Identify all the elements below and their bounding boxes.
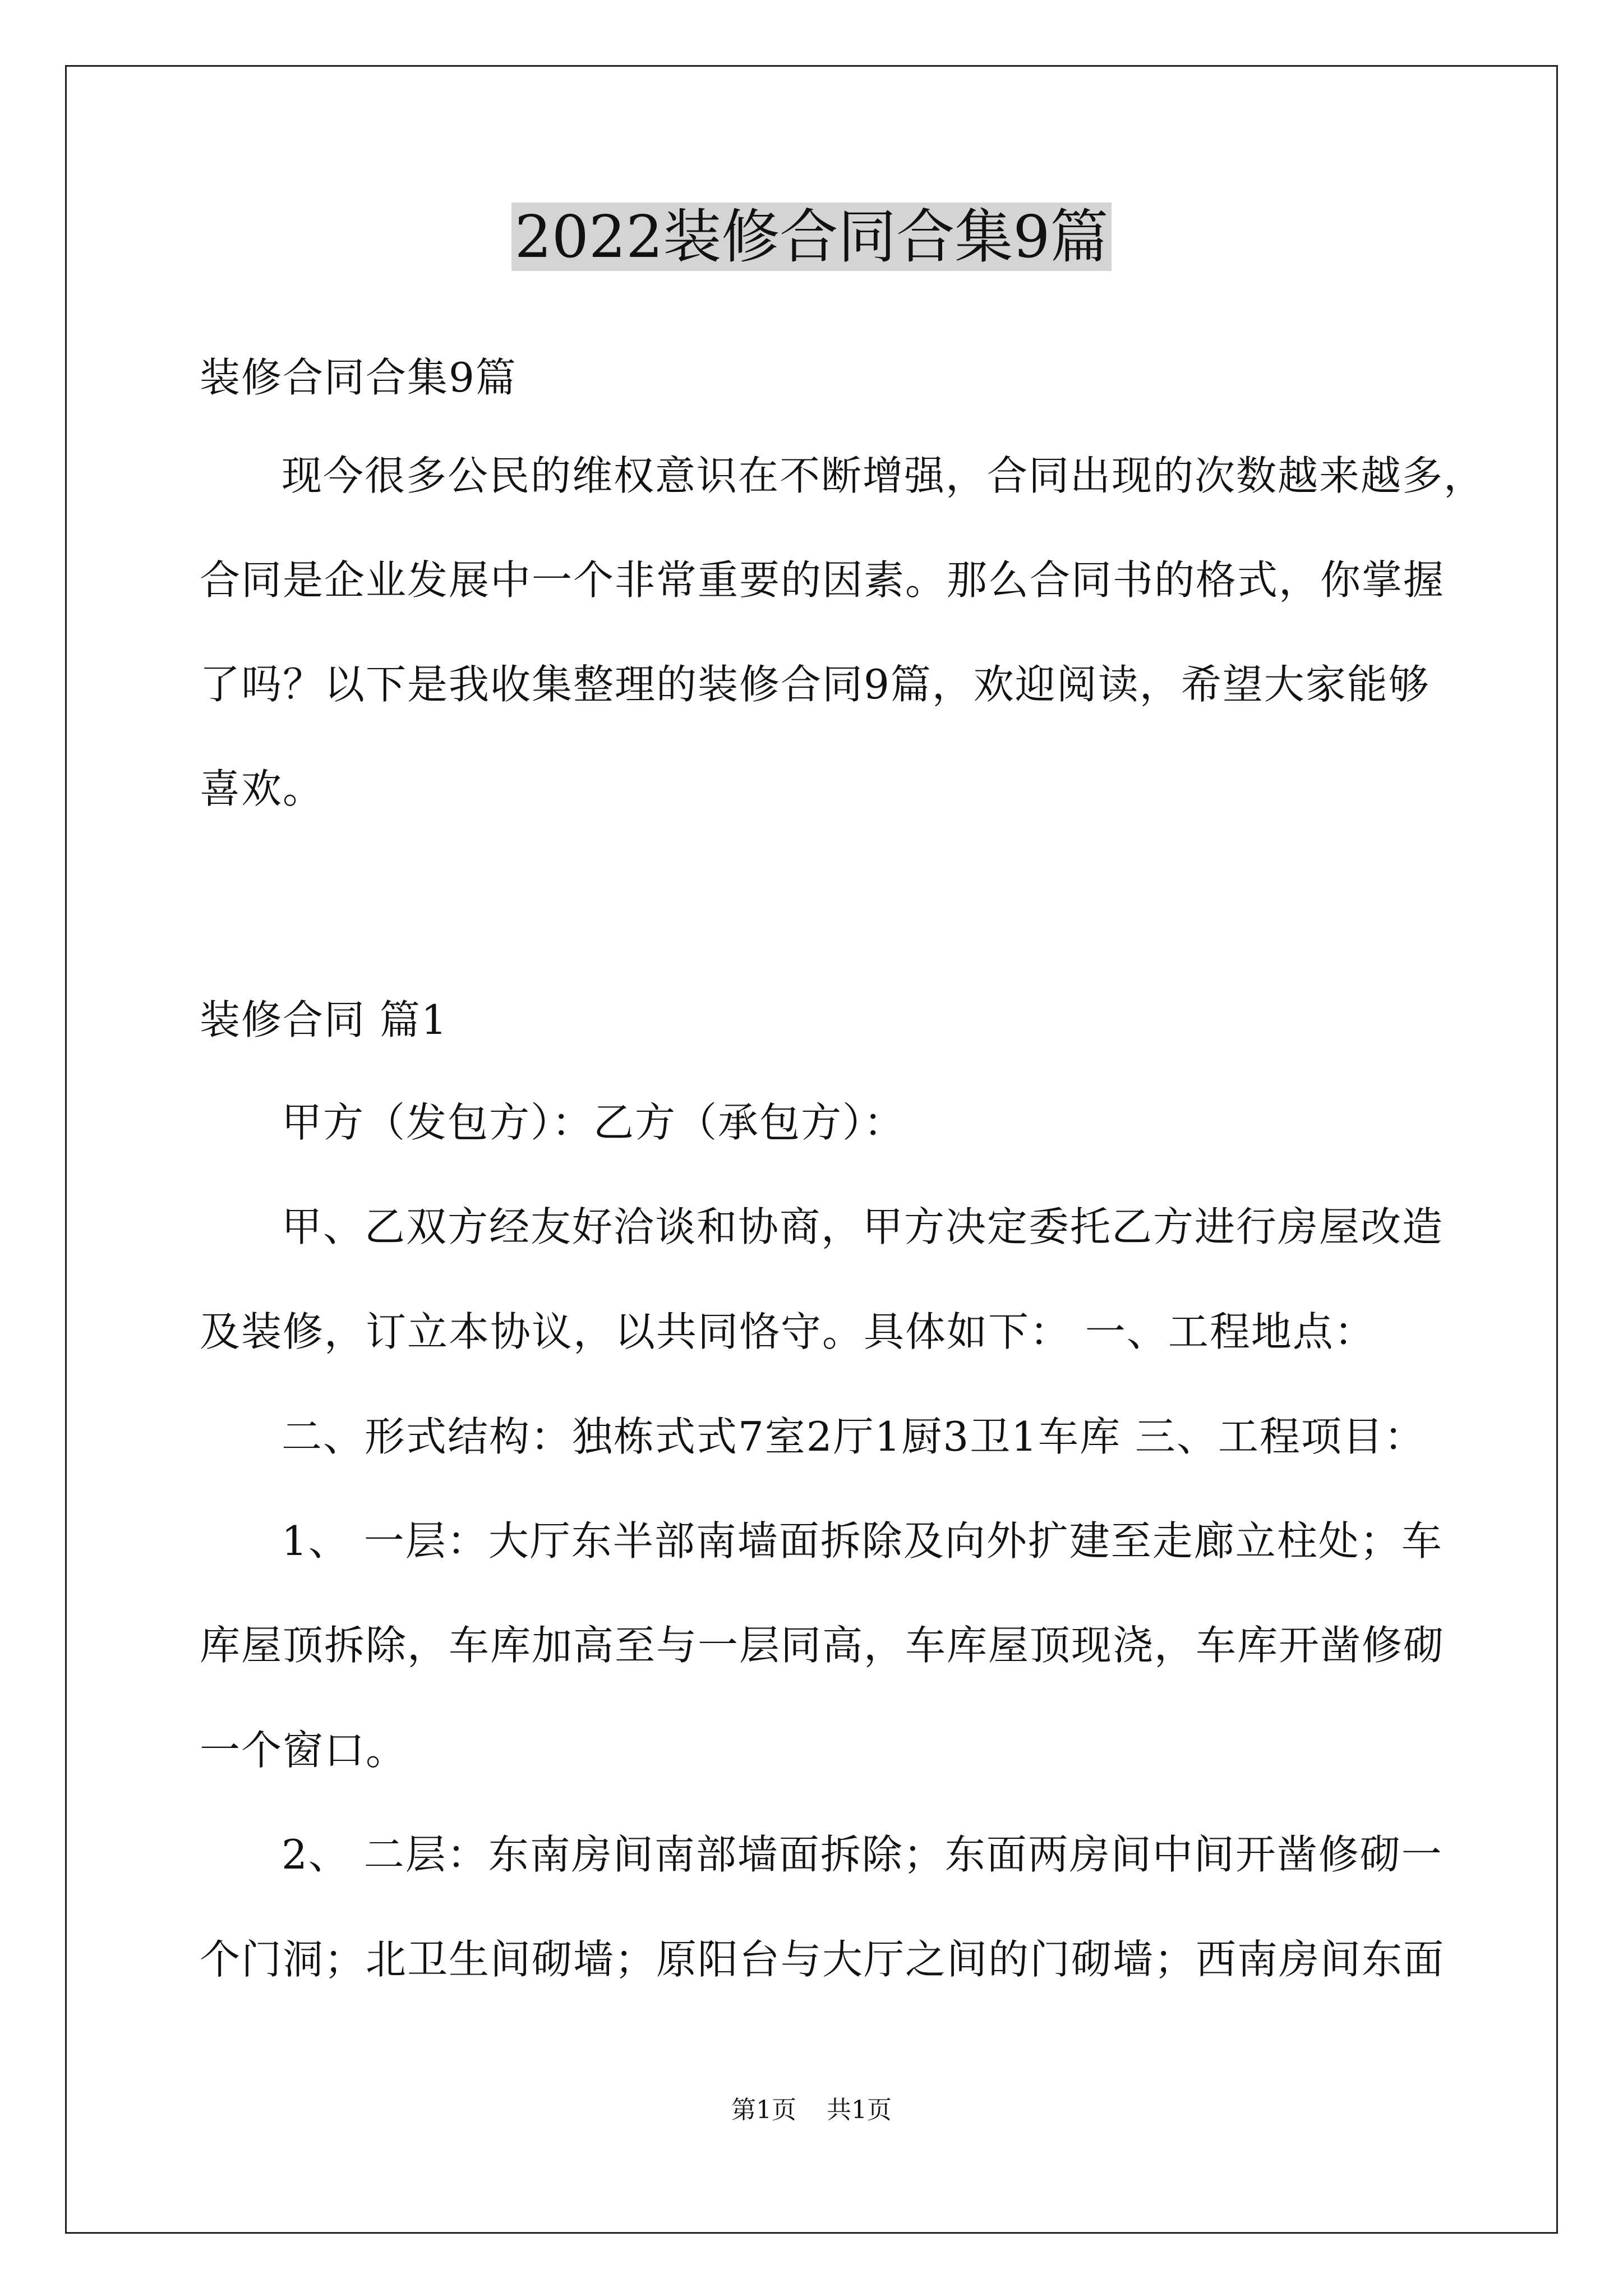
- page-total: 共1页: [827, 2096, 892, 2124]
- body-line: 甲、乙双方经友好洽谈和协商，甲方决定委托乙方进行房屋改造: [282, 1203, 1444, 1250]
- body-line: 库屋顶拆除，车库加高至与一层同高，车库屋顶现浇，车库开凿修砌: [200, 1622, 1445, 1669]
- section-heading: 装修合同 篇1: [200, 996, 448, 1043]
- body-line: 2、 二层：东南房间南部墙面拆除；东面两房间中间开凿修砌一: [282, 1831, 1443, 1878]
- page-number: 第1页: [731, 2096, 796, 2124]
- intro-line: 合同是企业发展中一个非常重要的因素。那么合同书的格式，你掌握: [200, 556, 1445, 604]
- body-line: 及装修，订立本协议，以共同恪守。具体如下： 一、工程地点：: [200, 1308, 1376, 1355]
- page-footer: [0, 2093, 1623, 2127]
- body-line: 二、形式结构：独栋式式7室2厅1厨3卫1车库 三、工程项目：: [282, 1413, 1426, 1460]
- intro-line: 喜欢。: [200, 765, 325, 812]
- body-line: 1、 一层：大厅东半部南墙面拆除及向外扩建至走廊立柱处；车: [282, 1517, 1443, 1565]
- intro-line: 了吗？以下是我收集整理的装修合同9篇，欢迎阅读，希望大家能够: [200, 661, 1430, 708]
- document-title-text: 2022装修合同合集9篇: [511, 203, 1112, 271]
- subtitle: 装修合同合集9篇: [200, 354, 517, 401]
- body-line: 个门洞；北卫生间砌墙；原阳台与大厅之间的门砌墙；西南房间东面: [200, 1936, 1445, 1983]
- body-line: 甲方（发包方）：乙方（承包方）：: [282, 1099, 906, 1146]
- intro-line: 现今很多公民的维权意识在不断增强，合同出现的次数越来越多，: [282, 452, 1486, 499]
- document-title: [0, 197, 1623, 276]
- body-line: 一个窗口。: [200, 1727, 408, 1774]
